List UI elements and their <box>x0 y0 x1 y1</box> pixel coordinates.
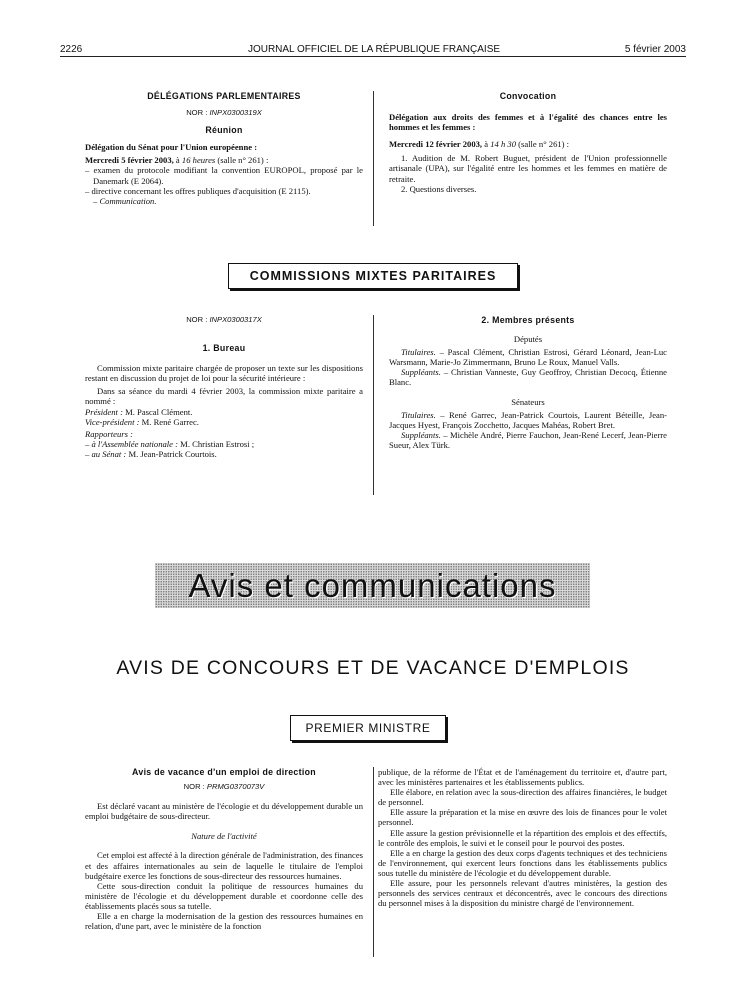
cmp-rapporteur-senat: – au Sénat : M. Jean-Patrick Courtois. <box>85 448 217 459</box>
vacance-left-para-3: Elle a en charge la modernisation de la gestion des ressources humaines en relation, d'une part, avec le ministère de la fonction <box>85 911 363 932</box>
header-rule <box>60 56 686 57</box>
delegations-item-2-suffix: – Communication. <box>93 195 157 206</box>
cmp-bureau-seance: Dans sa séance du mardi 4 février 2003, la commission mixte paritaire a nommé : <box>85 386 363 407</box>
vacance-section-left <box>85 767 363 931</box>
column-divider-cmp <box>373 315 374 495</box>
cmp-senateurs-titulaires: Titulaires. – René Garrec, Jean-Patrick Courtois, Laurent Béteille, Jean-Jacques Hyest, François Zocchetto, Jacques Mahéas, Robert Bret. <box>389 409 668 430</box>
vacance-section-right <box>378 767 667 908</box>
convocation-section <box>389 91 667 194</box>
column-divider-top <box>373 91 374 226</box>
cmp-bureau-title: 1. Bureau <box>202 343 246 354</box>
cmp-box-title: COMMISSIONS MIXTES PARITAIRES <box>228 263 518 289</box>
vacance-left-para-2: Cette sous-direction conduit la politique de ressources humaines du ministère de l'écologie et du développement durable et coordonne celle des établissements placés sous sa tutelle. <box>85 880 363 911</box>
delegations-title: DÉLÉGATIONS PARLEMENTAIRES <box>147 91 301 101</box>
issue-date: 5 février 2003 <box>624 44 686 55</box>
vacance-title: Avis de vacance d'un emploi de direction <box>132 767 316 777</box>
vacance-nature-label: Nature de l'activité <box>191 831 257 842</box>
cmp-bureau-section <box>85 315 363 459</box>
delegations-nor: NOR : INPX0300319X <box>186 108 262 118</box>
delegations-subtitle: Réunion <box>205 125 243 136</box>
cmp-president: Président : M. Pascal Clément. <box>85 406 193 417</box>
convocation-meeting: Mercredi 12 février 2003, à 14 h 30 (salle n° 261) : <box>389 139 570 150</box>
vacance-right-para-6: Elle assure, pour les personnels relevant d'autres ministères, la gestion des personnels des services centraux et déconcentrés, avec le concours des directions du personnel mises à la disposition du ministre chargé de l'environnement. <box>378 878 667 909</box>
cmp-vice-president: Vice-président : M. René Garrec. <box>85 416 199 427</box>
convocation-item-2: 2. Questions diverses. <box>401 183 477 194</box>
vacance-left-para-1: Cet emploi est affecté à la direction générale de l'administration, des finances et des affaires internationales au sein de laquelle le titulaire de l'emploi budgétaire exerce les fonctions de sous-directeur des ressources humaines. <box>85 850 363 881</box>
cmp-membres-section <box>389 315 667 450</box>
avis-band <box>155 563 590 608</box>
delegations-body-title: Délégation du Sénat pour l'Union européenne : <box>85 142 258 153</box>
cmp-bureau-intro: Commission mixte paritaire chargée de proposer un texte sur les dispositions restant en discussion du projet de loi pour la sécurité intérieure : <box>85 363 363 384</box>
column-divider-vacance <box>373 767 374 957</box>
vacance-right-para-4: Elle assure la gestion prévisionnelle et la répartition des emplois et des effectifs, le contrôle des emplois, le suivi et le conseil pour le pourvoi des postes. <box>378 827 667 848</box>
cmp-membres-title: 2. Membres présents <box>481 315 575 325</box>
vacance-right-para-3: Elle assure la préparation et la mise en œuvre des lois de finances pour le volet personnel. <box>378 807 667 828</box>
cmp-senateurs-label: Sénateurs <box>511 396 545 407</box>
vacance-intro: Est déclaré vacant au ministère de l'écologie et du développement durable un emploi budgétaire de sous-directeur. <box>85 801 363 822</box>
avis-band-title: Avis et communications <box>188 566 557 604</box>
cmp-rapporteurs-label: Rapporteurs : <box>85 428 133 439</box>
vacance-right-para-1: publique, de la réforme de l'État et de l'aménagement du territoire et, d'autre part, avec les ministères partenaires et les établissements publics. <box>378 767 667 788</box>
page-number: 2226 <box>60 44 83 55</box>
cmp-deputes-label: Députés <box>513 334 543 345</box>
delegations-meeting: Mercredi 5 février 2003, à 16 heures (salle n° 261) : <box>85 155 269 166</box>
vacance-right-para-2: Elle élabore, en relation avec la sous-direction des affaires financières, le budget de personnel. <box>378 787 667 808</box>
cmp-rapporteur-an: – à l'Assemblée nationale : M. Christian Estrosi ; <box>85 438 255 449</box>
cmp-senateurs-suppleants: Suppléants. – Michèle André, Pierre Fauchon, Jean-René Lecerf, Jean-Pierre Sueur, Alex Türk. <box>389 429 667 450</box>
journal-title: JOURNAL OFFICIEL DE LA RÉPUBLIQUE FRANÇAISE <box>247 44 501 55</box>
vacance-right-para-5: Elle a en charge la gestion des deux corps d'agents techniques et des techniciens de l'environnement, qui exercent leurs fonctions dans les établissements publics sous tutelle du ministère de l'écologie et du développement durable. <box>378 847 667 878</box>
delegations-item-2: – directive concernant les offres publiques d'acquisition (E 2115). <box>85 185 311 196</box>
convocation-item-1: 1. Audition de M. Robert Buguet, président de l'Union professionnelle artisanale (UPA), sur l'égalité entre les hommes et les femmes en matière de retraite. <box>389 153 667 184</box>
convocation-title: Convocation <box>499 91 557 101</box>
vacance-nor: NOR : PRMG0370073V <box>183 782 265 792</box>
premier-ministre-box: PREMIER MINISTRE <box>290 715 446 741</box>
convocation-body-title: Délégation aux droits des femmes et à l'égalité des chances entre les hommes et les femmes : <box>389 112 667 133</box>
cmp-deputes-suppleants: Suppléants. – Christian Vanneste, Guy Geoffroy, Christian Decocq, Étienne Blanc. <box>389 367 667 388</box>
concours-title: AVIS DE CONCOURS ET DE VACANCE D'EMPLOIS <box>116 657 630 679</box>
delegations-section <box>85 91 363 206</box>
cmp-deputes-titulaires: Titulaires. – Pascal Clément, Christian Estrosi, Gérard Léonard, Jean-Luc Warsmann, Marie-Jo Zimmermann, Bruno Le Roux, Manuel Valls. <box>389 347 667 368</box>
delegations-item-1: – examen du protocole modifiant la convention EUROPOL, proposé par le Danemark (E 2064). <box>85 165 363 186</box>
cmp-nor: NOR : INPX0300317X <box>186 315 262 324</box>
